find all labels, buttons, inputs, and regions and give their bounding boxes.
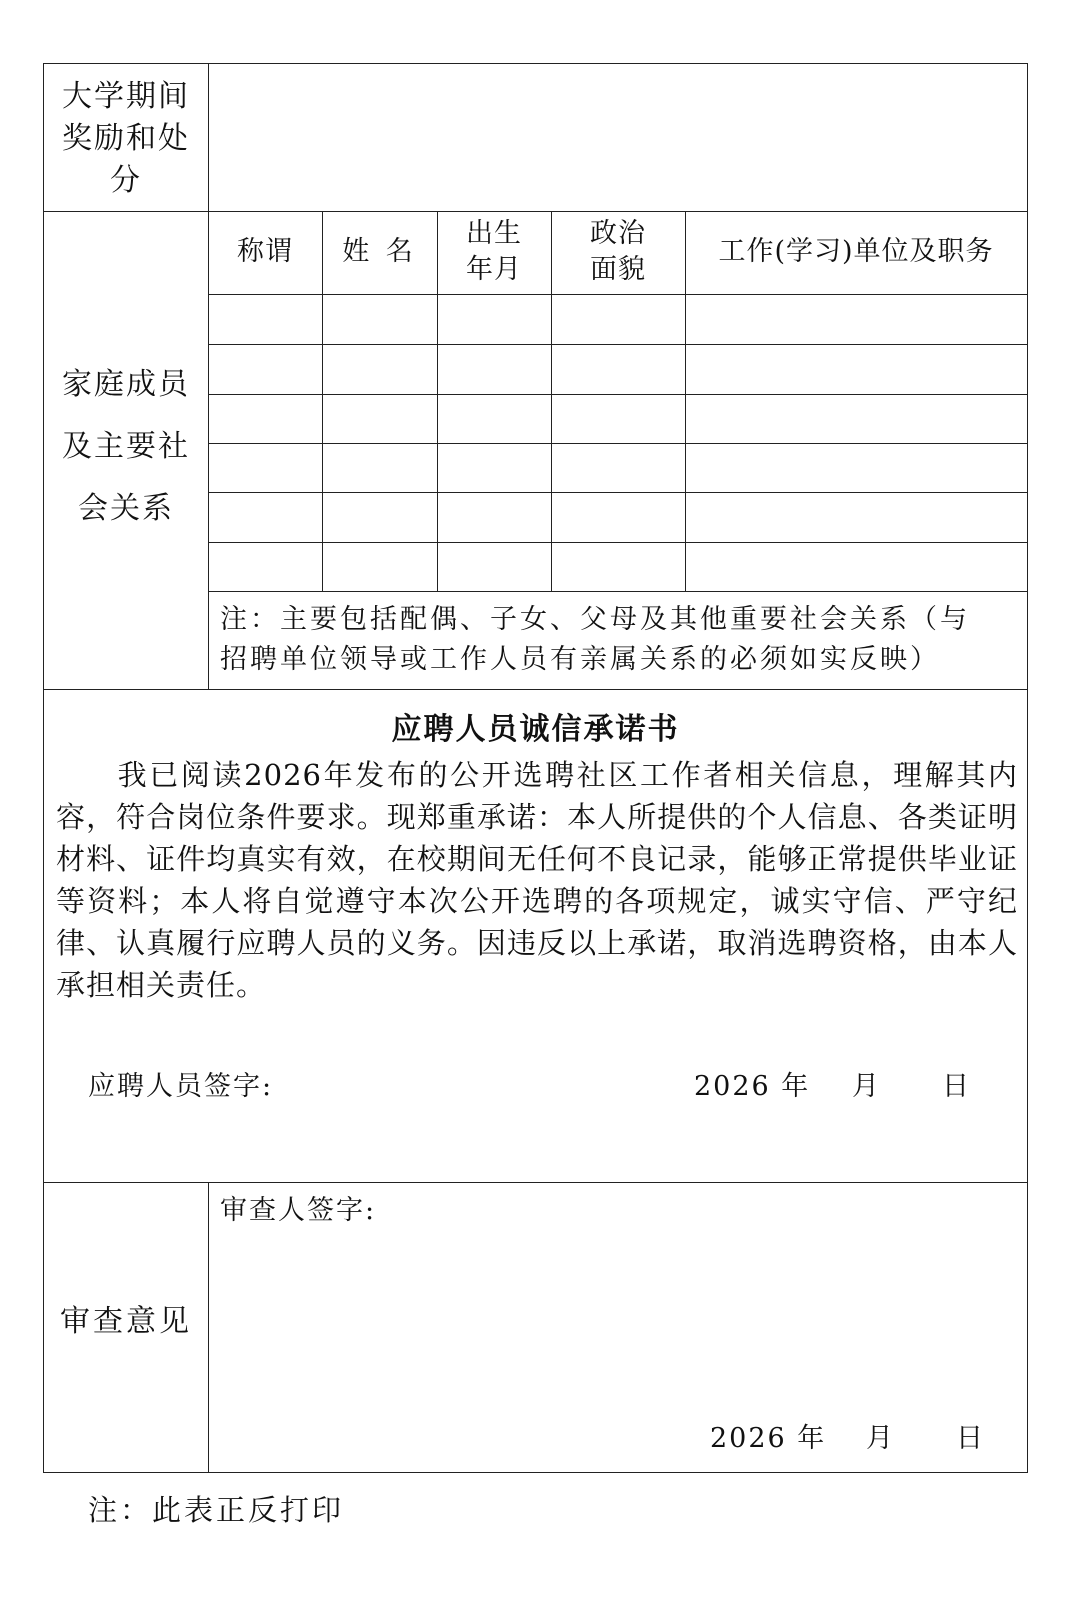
header-birth-line: 年月 [466,254,522,285]
header-work: 工作(学习)单位及职务 [718,236,994,267]
applicant-date-year: 2026 年 [694,1071,811,1102]
family-cell-politics[interactable] [552,493,685,542]
family-cell-politics[interactable] [552,345,685,394]
header-politics-line: 面貌 [590,254,646,285]
applicant-date-month: 月 [852,1071,881,1102]
family-cell-relation[interactable] [209,543,322,591]
family-cell-politics[interactable] [552,444,685,492]
family-cell-relation[interactable] [209,493,322,542]
family-cell-birth[interactable] [438,345,551,394]
family-cell-relation[interactable] [209,345,322,394]
application-form-table [43,63,1028,1473]
family-cell-name[interactable] [323,395,437,443]
family-cell-work[interactable] [686,295,1027,344]
family-cell-name[interactable] [323,345,437,394]
family-cell-relation[interactable] [209,444,322,492]
header-birth-line: 出生 [466,218,522,249]
awards-label [44,76,208,202]
family-cell-work[interactable] [686,543,1027,591]
family-cell-work[interactable] [686,395,1027,443]
review-label: 审查意见 [60,1304,192,1339]
family-note-line: 注：主要包括配偶、子女、父母及其他重要社会关系（与 [220,604,970,635]
awards-label-line: 奖励和处 [62,121,190,156]
family-cell-name[interactable] [323,493,437,542]
review-date-year: 2026 年 [710,1423,827,1454]
family-cell-politics[interactable] [552,395,685,443]
reviewer-signature-label: 审查人签字: [220,1195,377,1226]
family-cell-birth[interactable] [438,395,551,443]
family-cell-birth[interactable] [438,444,551,492]
print-footnote: 注：此表正反打印 [88,1493,345,1527]
divider-pledge-review [44,1182,1027,1183]
family-label [44,354,208,540]
header-birth [437,216,551,288]
family-cell-birth[interactable] [438,295,551,344]
header-politics [551,216,685,288]
applicant-date-day: 日 [942,1071,971,1102]
review-date-month: 月 [866,1423,895,1454]
family-cell-work[interactable] [686,444,1027,492]
family-cell-name[interactable] [323,444,437,492]
pledge-text [56,754,1018,1006]
family-label-line: 会关系 [78,491,174,526]
header-name: 姓 名 [342,236,417,267]
family-note-line: 招聘单位领导或工作人员有亲属关系的必须如实反映） [220,644,940,675]
family-cell-work[interactable] [686,493,1027,542]
review-date-day: 日 [956,1423,985,1454]
family-cell-politics[interactable] [552,295,685,344]
family-label-line: 家庭成员 [62,367,190,402]
pledge-body: 我已阅读2026年发布的公开选聘社区工作者相关信息，理解其内容，符合岗位条件要求。现郑重承诺：本人所提供的个人信息、各类证明材料、证件均真实有效，在校期间无任何不良记录，能够正常提供毕业证等资料；本人将自觉遵守本次公开选聘的各项规定，诚实守信、严守纪律、认真履行应聘人员的义务。因违反以上承诺，取消选聘资格，由本人承担相关责任。 [56,758,1018,1002]
family-cell-birth[interactable] [438,493,551,542]
pledge-title: 应聘人员诚信承诺书 [391,712,680,747]
family-label-line: 及主要社 [62,429,190,464]
divider-family-pledge [44,689,1027,690]
header-politics-line: 政治 [590,218,646,249]
header-relation: 称谓 [237,236,293,267]
family-cell-birth[interactable] [438,543,551,591]
family-cell-name[interactable] [323,543,437,591]
family-cell-relation[interactable] [209,395,322,443]
divider-review-label [208,1182,209,1472]
family-cell-work[interactable] [686,345,1027,394]
divider-row [208,591,1027,592]
applicant-signature-label: 应聘人员签字: [88,1071,274,1102]
awards-label-line: 分 [110,163,142,198]
family-cell-relation[interactable] [209,295,322,344]
family-cell-politics[interactable] [552,543,685,591]
family-cell-name[interactable] [323,295,437,344]
family-note [220,600,970,680]
divider-awards-family [44,211,1027,212]
awards-label-line: 大学期间 [62,79,190,114]
awards-value-field[interactable] [209,64,1027,211]
